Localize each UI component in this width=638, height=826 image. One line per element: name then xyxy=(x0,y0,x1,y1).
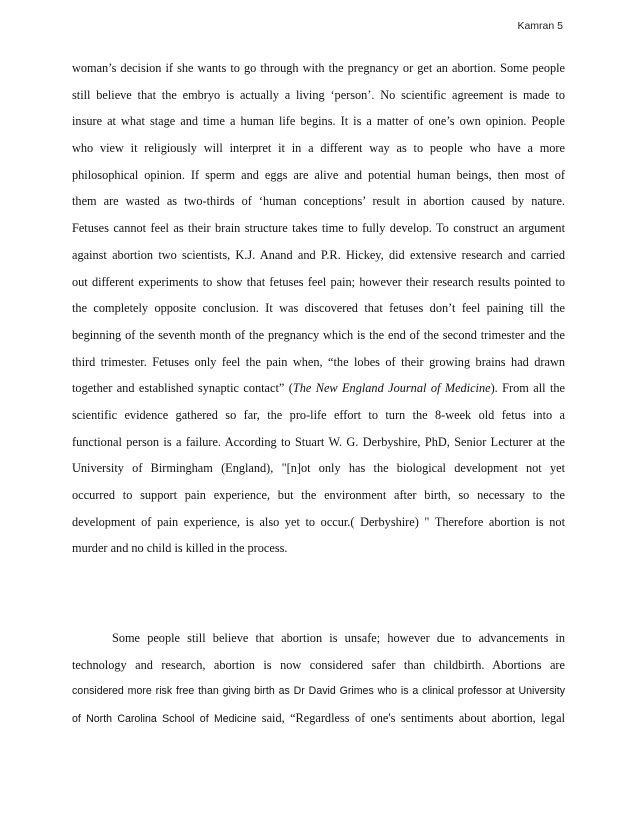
text-line: University of Birmingham (England), "[n]ot only has the biological development not yet xyxy=(72,461,565,476)
text-line: third trimester. Fetuses only feel the pain when, “the lobes of their growing brains had drawn xyxy=(72,354,565,369)
running-head: Kamran 5 xyxy=(517,20,563,32)
text-line: development of pain experience, is also yet to occur.( Derbyshire) " Therefore abortion is not xyxy=(72,514,565,529)
institution-text: of North Carolina School of Medicine xyxy=(72,713,257,726)
body-paragraph-2 xyxy=(72,625,565,732)
text-line: considered more risk free than giving birth as Dr David Grimes who is a clinical professor at University xyxy=(72,685,565,698)
text-line: murder and no child is killed in the process. xyxy=(72,541,288,556)
body-paragraph-1 xyxy=(72,55,565,562)
text-line: occurred to support pain experience, but the environment after birth, so necessary to the xyxy=(72,488,565,502)
text-line: beginning of the seventh month of the pregnancy which is the end of the second trimester and the xyxy=(72,327,565,342)
text-line: still believe that the embryo is actually a living ‘person’. No scientific agreement is made to xyxy=(72,87,565,102)
text-line: out different experiments to show that fetuses feel pain; however their research results pointed to xyxy=(72,274,565,289)
text-line: insure at what stage and time a human life begins. It is a matter of one’s own opinion. People xyxy=(72,114,565,129)
text-line: technology and research, abortion is now considered safer than childbirth. Abortions are xyxy=(72,657,565,672)
text-line: against abortion two scientists, K.J. Anand and P.R. Hickey, did extensive research and carried xyxy=(72,247,565,262)
citation-lead-text: together and established synaptic contact” ( xyxy=(72,381,293,396)
citation-tail-text: ). From all the xyxy=(490,381,565,396)
text-line: Some people still believe that abortion is unsafe; however due to advancements in xyxy=(112,631,565,645)
text-line: woman’s decision if she wants to go through with the pregnancy or get an abortion. Some people xyxy=(72,61,565,75)
text-line: who view it religiously will interpret it in a different way as to people who have a more xyxy=(72,141,565,156)
text-line xyxy=(72,705,565,732)
text-line: philosophical opinion. If sperm and eggs are alive and potential human beings, then most of xyxy=(72,167,565,182)
text-line: scientific evidence gathered so far, the pro-life effort to turn the 8-week old fetus into a xyxy=(72,407,565,422)
text-line: them are wasted as two-thirds of ‘human conceptions’ result in abortion caused by nature. xyxy=(72,194,565,209)
journal-title: The New England Journal of Medicine xyxy=(292,381,491,396)
quote-lead-text: said, “Regardless of one's sentiments about abortion, legal xyxy=(256,711,565,726)
text-line: the completely opposite conclusion. It was discovered that fetuses don’t feel paining till the xyxy=(72,301,565,316)
text-line: Fetuses cannot feel as their brain structure takes time to fully develop. To construct an argument xyxy=(72,221,565,236)
text-line xyxy=(72,375,565,402)
text-line: functional person is a failure. According to Stuart W. G. Derbyshire, PhD, Senior Lecturer at the xyxy=(72,434,565,449)
